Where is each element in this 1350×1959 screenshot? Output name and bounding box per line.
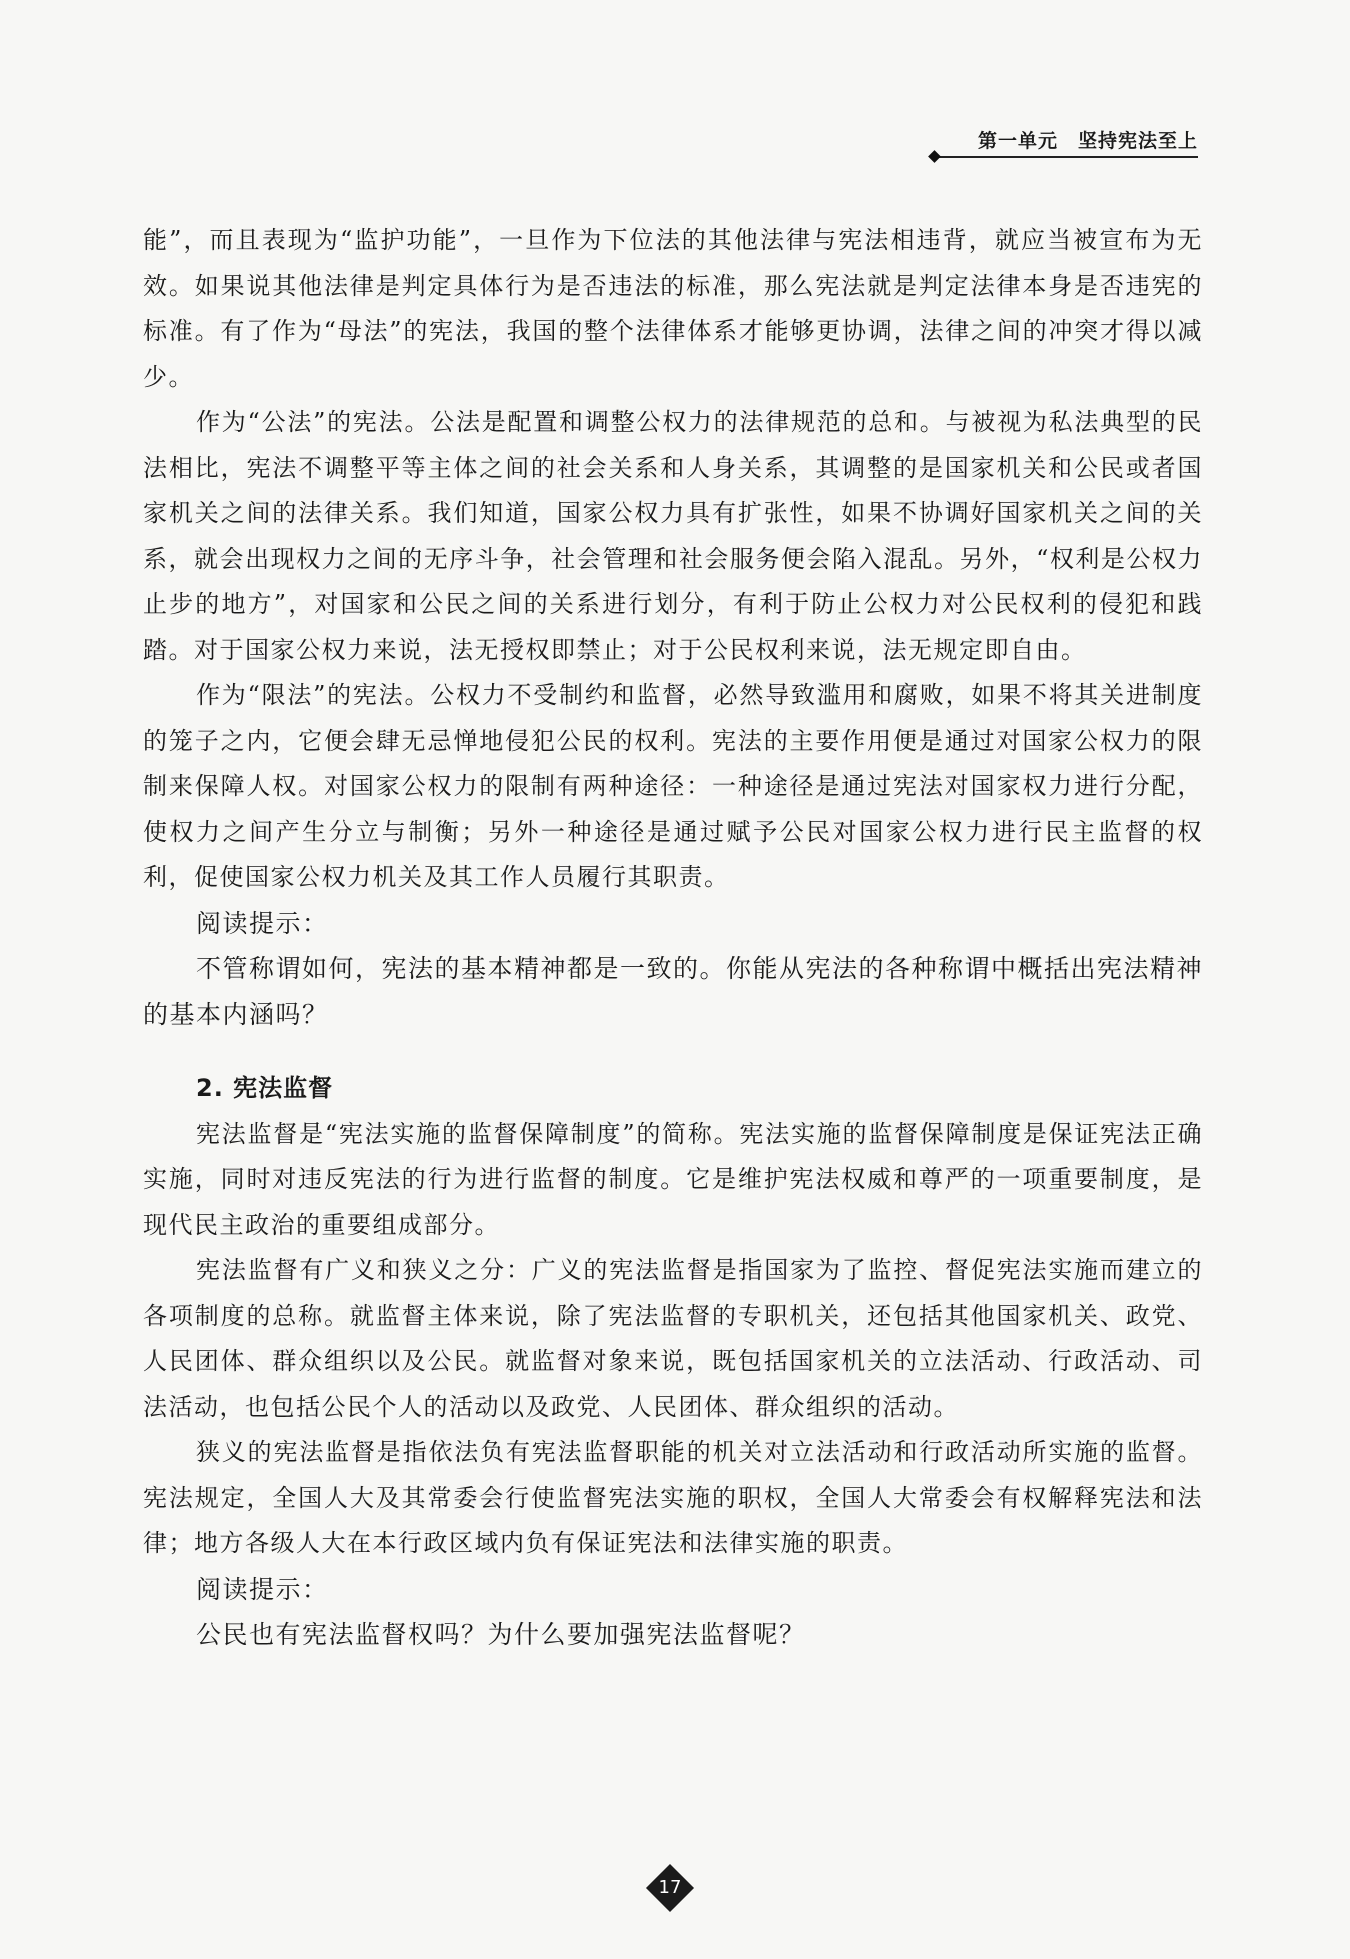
reading-tip-text: 不管称谓如何，宪法的基本精神都是一致的。你能从宪法的各种称谓中概括出宪法精神的基本内涵吗？ [143, 954, 1204, 1029]
paragraph-narrow-supervision: 狭义的宪法监督是指依法负有宪法监督职能的机关对立法活动和行政活动所实施的监督。宪法规定，全国人大及其常委会行使监督宪法实施的职权，全国人大常委会有权解释宪法和法律；地方各级人大在本行政区域内负有保证宪法和法律实施的职责。 [143, 1438, 1203, 1557]
running-header [930, 126, 1198, 156]
page-number: 17 [658, 1877, 682, 1898]
page-body [143, 218, 1203, 1658]
reading-tip-text-2: 公民也有宪法监督权吗？为什么要加强宪法监督呢？ [196, 1620, 806, 1649]
header-title: 第一单元 坚持宪法至上 [977, 130, 1198, 152]
paragraph-continued: 能”，而且表现为“监护功能”，一旦作为下位法的其他法律与宪法相违背，就应当被宣布为无效。如果说其他法律是判定具体行为是否违法的标准，那么宪法就是判定法律本身是否违宪的标准。有了作为“母法”的宪法，我国的整个法律体系才能够更协调，法律之间的冲突才得以减少。 [143, 226, 1203, 391]
reading-tip-label-2: 阅读提示： [196, 1574, 329, 1604]
paragraph-public-law: 作为“公法”的宪法。公法是配置和调整公权力的法律规范的总和。与被视为私法典型的民法相比，宪法不调整平等主体之间的社会关系和人身关系，其调整的是国家机关和公民或者国家机关之间的法律关系。我们知道，国家公权力具有扩张性，如果不协调好国家机关之间的关系，就会出现权力之间的无序斗争，社会管理和社会服务便会陷入混乱。另外，“权利是公权力止步的地方”，对国家和公民之间的关系进行划分，有利于防止公权力对公民权利的侵犯和践踏。对于国家公权力来说，法无授权即禁止；对于公民权利来说，法无规定即自由。 [143, 408, 1203, 664]
paragraph-broad-supervision: 宪法监督有广义和狭义之分：广义的宪法监督是指国家为了监控、督促宪法实施而建立的各项制度的总称。就监督主体来说，除了宪法监督的专职机关，还包括其他国家机关、政党、人民团体、群众组织以及公民。就监督对象来说，既包括国家机关的立法活动、行政活动、司法活动，也包括公民个人的活动以及政党、人民团体、群众组织的活动。 [143, 1256, 1203, 1421]
header-rule [938, 156, 1198, 158]
reading-tip-label: 阅读提示： [196, 908, 329, 938]
page-number-badge [645, 1863, 695, 1913]
paragraph-supervision-definition: 宪法监督是“宪法实施的监督保障制度”的简称。宪法实施的监督保障制度是保证宪法正确实施，同时对违反宪法的行为进行监督的制度。它是维护宪法权威和尊严的一项重要制度，是现代民主政治的重要组成部分。 [143, 1119, 1203, 1239]
header-diamond-icon [928, 150, 941, 163]
paragraph-limiting-law: 作为“限法”的宪法。公权力不受制约和监督，必然导致滥用和腐败，如果不将其关进制度的笼子之内，它便会肆无忌惮地侵犯公民的权利。宪法的主要作用便是通过对国家公权力的限制来保障人权。对国家公权力的限制有两种途径：一种途径是通过宪法对国家权力进行分配，使权力之间产生分立与制衡；另外一种途径是通过赋予公民对国家公权力进行民主监督的权利，促使国家公权力机关及其工作人员履行其职责。 [143, 681, 1203, 891]
section-heading: 2. 宪法监督 [196, 1074, 334, 1102]
